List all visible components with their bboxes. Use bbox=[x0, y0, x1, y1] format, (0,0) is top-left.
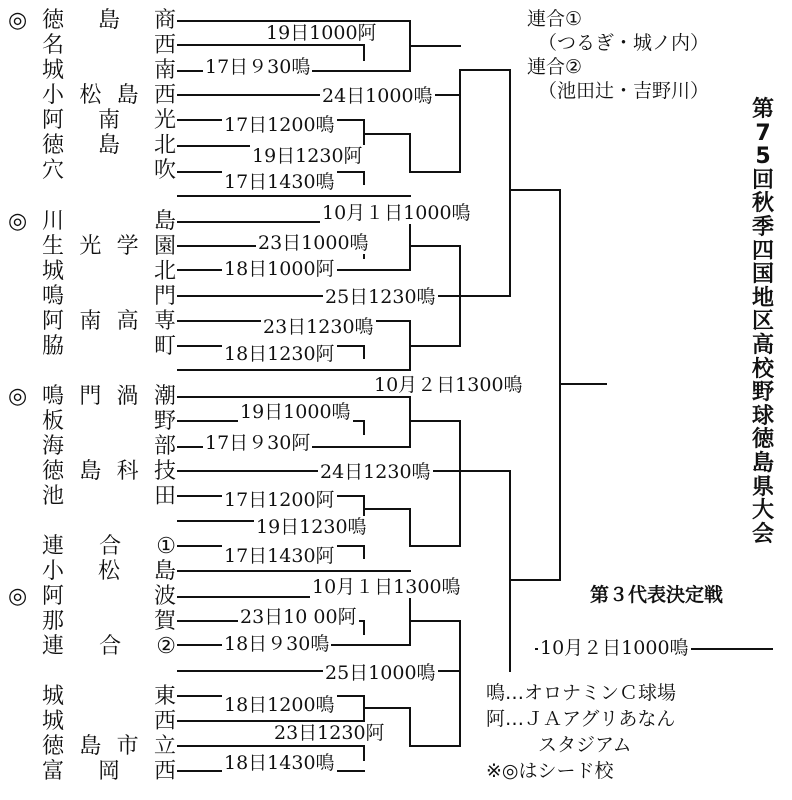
seed-mark: ◎ bbox=[8, 584, 28, 609]
team-entry bbox=[8, 559, 176, 585]
team-name: 川 島 bbox=[42, 209, 176, 234]
team-entry bbox=[8, 83, 176, 109]
team-entry bbox=[8, 534, 176, 560]
bracket-line bbox=[460, 246, 510, 346]
game-label: 10月２日1300鳴 bbox=[374, 374, 523, 396]
game-label: 23日1000鳴 bbox=[258, 232, 369, 254]
team-entry bbox=[8, 133, 176, 159]
team-name: 徳 島 商 bbox=[42, 8, 176, 33]
team-name: 徳 島 科 技 bbox=[42, 459, 176, 484]
game-label: 23日1230阿 bbox=[274, 722, 385, 744]
rengo2-members: （池田辻・吉野川） bbox=[538, 80, 710, 102]
team-entry bbox=[8, 409, 176, 435]
team-entry bbox=[8, 33, 176, 59]
game-label: 23日10 00阿 bbox=[240, 606, 357, 628]
team-name: 阿 南 光 bbox=[42, 108, 176, 133]
team-name: 板 野 bbox=[42, 409, 176, 434]
game-label: 17日９30阿 bbox=[205, 432, 311, 454]
seed-mark: ◎ bbox=[8, 8, 28, 33]
game-label: 19日1000鳴 bbox=[240, 401, 351, 423]
third-place-label: 第３代表決定戦 bbox=[590, 584, 724, 606]
team-name: 連 合 ② bbox=[42, 634, 176, 659]
game-label: 18日1200鳴 bbox=[224, 694, 335, 716]
game-label: 17日1200阿 bbox=[224, 489, 335, 511]
bracket-line bbox=[510, 70, 560, 296]
team-name: 生 光 学 園 bbox=[42, 234, 176, 259]
team-name: 徳 島 北 bbox=[42, 133, 176, 158]
game-label: 18日1000阿 bbox=[224, 258, 335, 280]
team-name: 脇 町 bbox=[42, 334, 176, 359]
game-label: 25日1230鳴 bbox=[325, 286, 436, 308]
team-entry bbox=[8, 709, 176, 735]
team-name: 那 賀 bbox=[42, 609, 176, 634]
legend-naru: 鳴…オロナミンＣ球場 bbox=[486, 682, 677, 704]
game-label: 18日1430鳴 bbox=[224, 752, 335, 774]
team-name: 城 北 bbox=[42, 259, 176, 284]
team-name: 城 西 bbox=[42, 709, 176, 734]
team-entry bbox=[8, 734, 176, 760]
team-entry bbox=[8, 384, 176, 410]
team-name: 小 松 島 西 bbox=[42, 83, 176, 108]
game-label: 24日1230鳴 bbox=[320, 461, 431, 483]
team-entry bbox=[8, 484, 176, 510]
game-label: 24日1000鳴 bbox=[322, 85, 433, 107]
team-name: 徳 島 市 立 bbox=[42, 734, 176, 759]
team-entry bbox=[8, 684, 176, 710]
rengo1-members: （つるぎ・城ノ内） bbox=[538, 32, 710, 54]
team-entry bbox=[8, 58, 176, 84]
game-label: 10月１日1000鳴 bbox=[322, 202, 471, 224]
team-name: 阿 南 高 専 bbox=[42, 309, 176, 334]
team-name: 鳴 門 渦 潮 bbox=[42, 384, 176, 409]
team-name: 海 部 bbox=[42, 434, 176, 459]
legend-a-cont: スタジアム bbox=[538, 734, 632, 756]
team-entry bbox=[8, 334, 176, 360]
game-label: 19日1000阿 bbox=[266, 22, 377, 44]
game-label: 23日1230鳴 bbox=[263, 316, 374, 338]
team-entry bbox=[8, 584, 176, 610]
game-label: 17日1200鳴 bbox=[224, 114, 335, 136]
team-entry bbox=[8, 284, 176, 310]
team-entry bbox=[8, 158, 176, 184]
legend-seed: ※◎はシード校 bbox=[486, 760, 614, 782]
game-label: 25日1000鳴 bbox=[325, 662, 436, 684]
team-name: 城 南 bbox=[42, 58, 176, 83]
seed-mark: ◎ bbox=[8, 384, 28, 409]
team-entry bbox=[8, 634, 176, 660]
team-name: 富 岡 西 bbox=[42, 759, 176, 784]
game-label: 17日1430鳴 bbox=[224, 171, 335, 193]
team-entry bbox=[8, 609, 176, 635]
rengo2-label: 連合② bbox=[527, 56, 583, 78]
game-label: 10月１日1300鳴 bbox=[312, 576, 461, 598]
game-label: 18日９30鳴 bbox=[224, 633, 330, 655]
team-name: 連 合 ① bbox=[42, 534, 176, 559]
team-name: 穴 吹 bbox=[42, 158, 176, 183]
tournament-title: 第75回秋季四国地区高校野球徳島県大会 bbox=[751, 97, 774, 547]
team-name: 名 西 bbox=[42, 33, 176, 58]
team-entry bbox=[8, 108, 176, 134]
team-entry bbox=[8, 759, 176, 785]
game-label: 18日1230阿 bbox=[224, 343, 335, 365]
team-entry bbox=[8, 309, 176, 335]
seed-mark: ◎ bbox=[8, 209, 28, 234]
game-label: 10月２日1000鳴 bbox=[540, 637, 689, 659]
legend-a: 阿…ＪＡアグリあなん bbox=[486, 708, 676, 730]
game-label: 17日1430阿 bbox=[224, 545, 335, 567]
team-name: 城 東 bbox=[42, 684, 176, 709]
team-name: 池 田 bbox=[42, 484, 176, 509]
team-name: 小 松 島 bbox=[42, 559, 176, 584]
bracket-line bbox=[460, 421, 510, 671]
bracket-line bbox=[410, 421, 460, 546]
team-entry bbox=[8, 234, 176, 260]
team-entry bbox=[8, 8, 176, 34]
team-name: 鳴 門 bbox=[42, 284, 176, 309]
team-entry bbox=[8, 259, 176, 285]
rengo1-label: 連合① bbox=[527, 8, 583, 30]
game-label: 19日1230鳴 bbox=[256, 516, 367, 538]
game-label: 17日９30鳴 bbox=[205, 56, 311, 78]
team-entry bbox=[8, 209, 176, 235]
team-entry bbox=[8, 434, 176, 460]
game-label: 19日1230阿 bbox=[252, 145, 363, 167]
team-name: 阿 波 bbox=[42, 584, 176, 609]
team-entry bbox=[8, 459, 176, 485]
